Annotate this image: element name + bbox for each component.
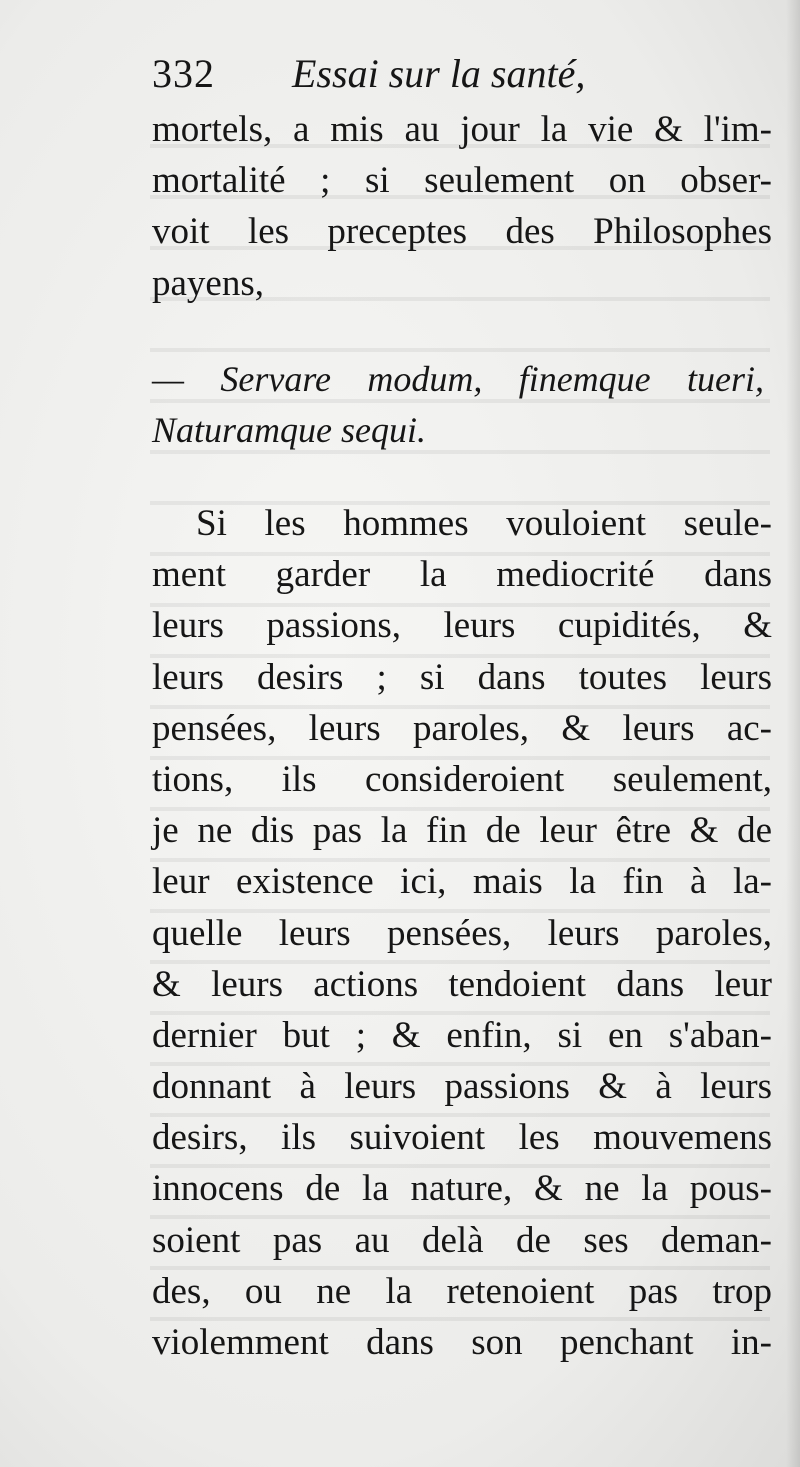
text-line: donnant à leurs passions & à leurs [152,1066,772,1108]
paragraph-continuation [152,104,772,309]
text-line: leurs passions, leurs cupidités, & [152,605,772,647]
text-line: pensées, leurs paroles, & leurs ac- [152,707,772,749]
page-number: 332 [152,51,215,96]
text-line: voit les preceptes des Philosophes [152,211,772,253]
page-header [152,50,772,110]
page-edge-shadow [786,0,800,1467]
text-line: leur existence ici, mais la fin à la- [152,861,772,903]
text-line: soient pas au delà de ses deman- [152,1219,772,1261]
quotation-line: — Servare modum, finemque tueri, [152,359,764,399]
text-line: violemment dans son penchant in- [152,1322,772,1363]
quotation-line: Naturamque sequi. [152,410,426,451]
text-line: je ne dis pas la fin de leur être & de [152,810,772,852]
text-line: dernier but ; & enfin, si en s'aban- [152,1014,772,1056]
text-line: leurs desirs ; si dans toutes leurs [152,656,772,698]
running-title: Essai sur la santé, [292,51,586,96]
text-line: quelle leurs pensées, leurs paroles, [152,912,772,954]
text-line: payens, [152,262,264,304]
text-line: ment garder la mediocrité dans [152,554,772,596]
text-line: Si les hommes vouloient seule- [196,503,772,544]
text-line: & leurs actions tendoient dans leur [152,963,772,1005]
text-line: desirs, ils suivoient les mouvemens [152,1117,772,1159]
paragraph-main [152,498,772,1368]
text-line: mortels, a mis au jour la vie & l'im- [152,109,772,150]
text-line: mortalité ; si seulement on obser- [152,160,772,202]
text-line: des, ou ne la retenoient pas trop [152,1270,772,1312]
latin-quotation [152,354,772,456]
text-line: innocens de la nature, & ne la pous- [152,1168,772,1210]
text-line: tions, ils consideroient seulement, [152,758,772,800]
